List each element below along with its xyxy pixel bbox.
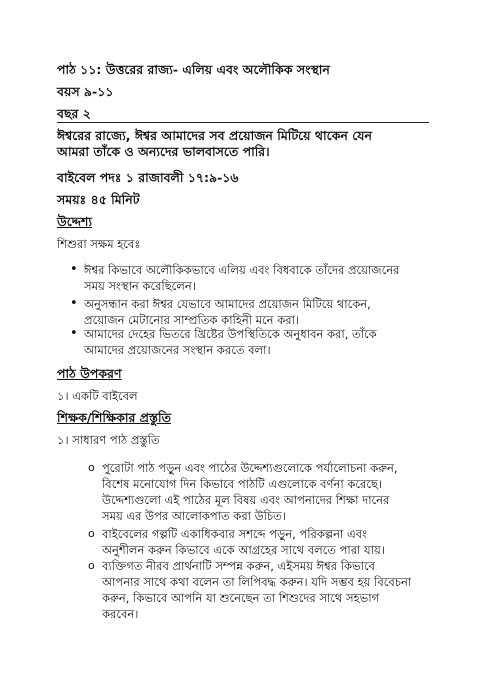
bible-passage: বাইবেল পদঃ ১ রাজাবলী ১৭:৯-১৬ [57, 170, 239, 185]
list-item-line: বাইবেলের গল্পটি একাধিকবার সশব্দে পড়ুন, পরিকল্পনা এবং [102, 527, 368, 541]
list-item-line: বিশেষ মনোযোগ দিন কিভাবে পাঠটি এগুলোকে বর্ণনা করেছে। [102, 477, 383, 491]
teacher-prep-heading: শিক্ষক/শিক্ষিকার প্রস্তুতি [57, 410, 171, 425]
list-item-line: সময় সংস্থান করেছিলেন। [84, 279, 196, 293]
list-item [70, 296, 440, 328]
lesson-theme-line: ঈশ্বরের রাজ্যে, ঈশ্বর আমাদের সব প্রয়োজন মিটিয়ে থাকেন যেন [57, 128, 372, 143]
list-item-line: ঈশ্বর কিভাবে অলৌকিকভাবে এলিয় এবং বিধবাকে তাঁদের প্রয়োজনের [84, 263, 400, 277]
list-item-line: সময় এর উপর আলোকপাত করা উচিত। [102, 509, 286, 523]
lesson-duration: সময়ঃ ৪৫ মিনিট [57, 192, 140, 207]
bullet-icon: • [70, 296, 78, 311]
list-item [88, 460, 434, 524]
teacher-prep-item: ১। সাধারণ পাঠ প্রস্তুতি [57, 433, 160, 447]
materials-heading: পাঠ উপকরণ [57, 366, 122, 381]
year-label: বছর ২ [57, 106, 91, 121]
lesson-theme-line: আমরা তাঁকে ও অন্যদের ভালবাসতে পারি। [57, 144, 270, 159]
bullet-icon: • [70, 326, 78, 341]
lesson-theme [57, 128, 439, 160]
age-range: বয়স ৯-১১ [57, 84, 114, 99]
list-item [88, 558, 434, 622]
circle-bullet-icon: o [88, 527, 95, 540]
list-item-line: করুন, কিভাবে আপনি যা শুনেছেন তা শিশুদের সাথে সহভাগ [102, 591, 380, 605]
lesson-title: পাঠ ১১: উত্তরের রাজ্য- এলিয় এবং অলৌকিক সংস্থান [57, 62, 330, 77]
list-item-line: ব্যক্তিগত নীরব প্রার্থনাটি সম্পন্ন করুন, এইসময় ঈশ্বর কিভাবে [102, 559, 375, 573]
list-item-line: আপনার সাথে কথা বলেন তা লিপিবদ্ধ করুন। যদি সম্ভব হয় বিবেচনা [102, 575, 412, 589]
list-item-line: প্রয়োজন মেটানোর সাম্প্রতিক কাহিনী মনে করা। [84, 313, 300, 327]
list-item-line: আমাদের দেহের ভিতরে খ্রিষ্টের উপস্থিতিকে অনুধাবন করা, তাঁকে [84, 327, 377, 341]
objectives-intro: শিশুরা সক্ষম হবেঃ [57, 237, 141, 251]
circle-bullet-icon: o [88, 559, 95, 572]
section-divider [57, 122, 429, 123]
list-item-line: পুরোটা পাঠ পড়ুন এবং পাঠের উদ্দেশ্যগুলোকে পর্যালোচনা করুন, [102, 461, 398, 475]
circle-bullet-icon: o [88, 461, 95, 474]
list-item [70, 262, 440, 294]
list-item-line: উদ্দেশ্যগুলো এই পাঠের মূল বিষয় এবং আপনাদের শিক্ষা দানের [102, 493, 390, 507]
objectives-heading: উদ্দেশ্য [57, 214, 93, 229]
list-item-line: অনুসন্ধান করা ঈশ্বর যেভাবে আমাদের প্রয়োজন মিটিয়ে থাকেন, [84, 297, 371, 311]
list-item-line: আমাদের প্রয়োজনের সংস্থান করতে বলা। [84, 343, 271, 357]
bullet-icon: • [70, 262, 78, 277]
list-item [88, 526, 434, 558]
list-item [70, 326, 440, 358]
list-item-line: করবেন। [102, 607, 139, 621]
materials-item: ১। একটি বাইবেল [57, 389, 138, 403]
list-item-line: অনুশীলন করুন কিভাবে একে আগ্রহের সাথে বলতে পারা যায়। [102, 543, 385, 557]
